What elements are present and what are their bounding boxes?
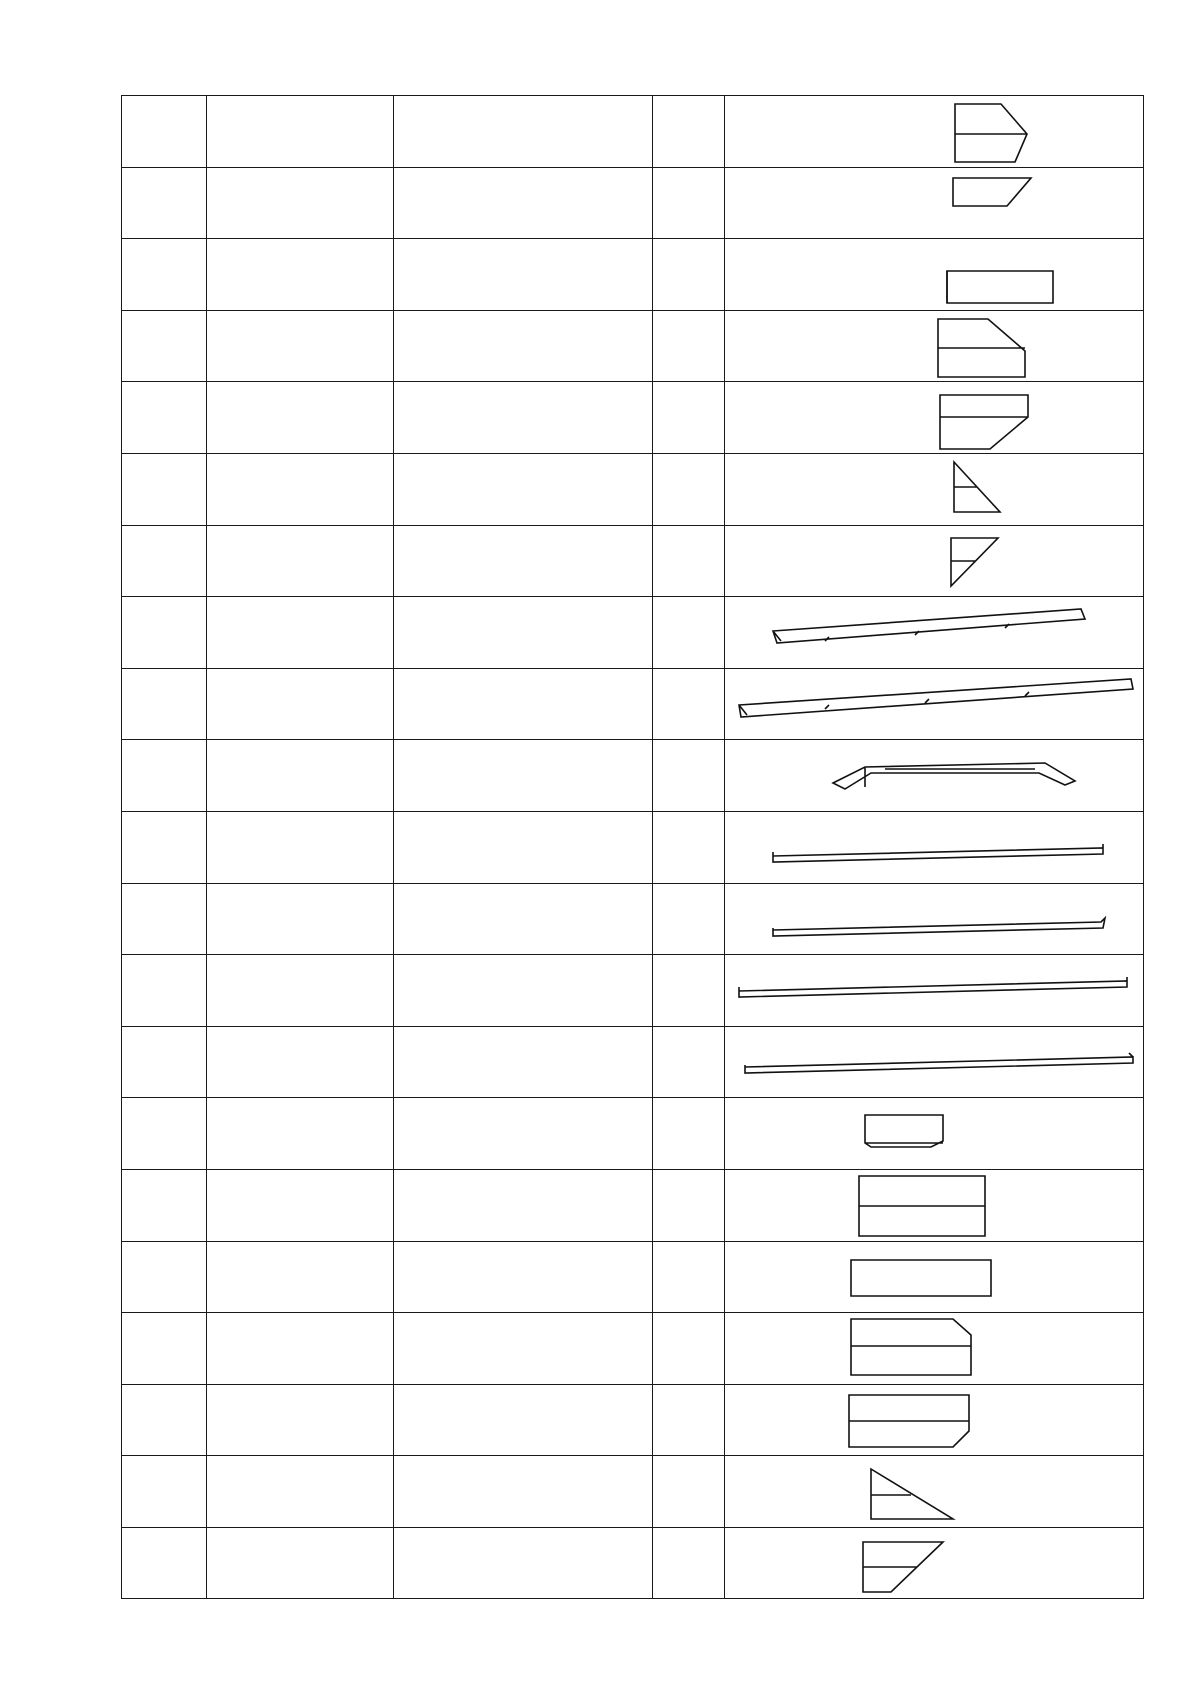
- illustration-cell: [725, 525, 1144, 597]
- illustration-cell: [725, 1384, 1144, 1456]
- table-row: [122, 1169, 1144, 1241]
- table-cell: [207, 453, 394, 525]
- table-cell: [394, 1527, 653, 1599]
- illustration-cell: [725, 811, 1144, 883]
- wide-triangle-gable-panel-icon: [725, 1457, 1143, 1527]
- table-cell: [122, 167, 207, 239]
- table-cell: [207, 811, 394, 883]
- illustration-cell: [725, 1169, 1144, 1241]
- table-cell: [122, 239, 207, 311]
- table-cell: [122, 1026, 207, 1098]
- long-floor-rail-variant-icon: [725, 1027, 1143, 1097]
- table-cell: [207, 1456, 394, 1528]
- table-row: [122, 1026, 1144, 1098]
- table-cell: [207, 1169, 394, 1241]
- ridge-beam-bracket-icon: [725, 741, 1143, 811]
- table-cell: [122, 955, 207, 1027]
- table-row: [122, 811, 1144, 883]
- table-cell: [122, 1313, 207, 1385]
- table-cell: [653, 382, 725, 454]
- table-cell: [207, 1026, 394, 1098]
- illustration-cell: [725, 955, 1144, 1027]
- table-row: [122, 883, 1144, 955]
- table-cell: [394, 1313, 653, 1385]
- table-cell: [207, 1241, 394, 1313]
- rectangular-panel-icon: [725, 239, 1143, 309]
- table-cell: [394, 883, 653, 955]
- illustration-cell: [725, 382, 1144, 454]
- table-row: [122, 1313, 1144, 1385]
- double-panel-gable-inverted-icon: [725, 383, 1143, 453]
- table-cell: [122, 96, 207, 168]
- table-cell: [394, 597, 653, 669]
- table-cell: [207, 883, 394, 955]
- table-row: [122, 740, 1144, 812]
- table-cell: [653, 1527, 725, 1599]
- table-cell: [653, 96, 725, 168]
- table-cell: [207, 955, 394, 1027]
- illustration-cell: [725, 1527, 1144, 1599]
- illustration-cell: [725, 668, 1144, 740]
- table-row: [122, 1241, 1144, 1313]
- table-cell: [207, 310, 394, 382]
- table-cell: [394, 811, 653, 883]
- table-row: [122, 668, 1144, 740]
- table-cell: [207, 167, 394, 239]
- table-row: [122, 1456, 1144, 1528]
- table-cell: [394, 1384, 653, 1456]
- double-panel-gable-icon: [725, 311, 1143, 381]
- table-cell: [122, 883, 207, 955]
- table-cell: [394, 453, 653, 525]
- floor-rail-icon: [725, 812, 1143, 882]
- illustration-cell: [725, 239, 1144, 311]
- short-panel-angled-icon: [725, 168, 1143, 238]
- illustration-cell: [725, 1241, 1144, 1313]
- table-cell: [653, 453, 725, 525]
- illustration-cell: [725, 1026, 1144, 1098]
- long-floor-rail-icon: [725, 955, 1143, 1025]
- table-cell: [207, 239, 394, 311]
- table-cell: [207, 382, 394, 454]
- table-cell: [122, 310, 207, 382]
- table-cell: [122, 740, 207, 812]
- table-cell: [122, 811, 207, 883]
- table-cell: [122, 1527, 207, 1599]
- table-cell: [122, 1456, 207, 1528]
- table-cell: [653, 1456, 725, 1528]
- table-cell: [122, 1098, 207, 1170]
- double-panel-angled-right-icon: [725, 96, 1143, 166]
- table-row: [122, 96, 1144, 168]
- table-cell: [394, 310, 653, 382]
- table-cell: [394, 1026, 653, 1098]
- wide-double-panel-icon: [725, 1170, 1143, 1240]
- parts-table: [121, 95, 1144, 1599]
- table-cell: [394, 1169, 653, 1241]
- table-cell: [122, 453, 207, 525]
- table-cell: [653, 239, 725, 311]
- table-cell: [653, 1026, 725, 1098]
- table-cell: [394, 525, 653, 597]
- table-row: [122, 955, 1144, 1027]
- table-cell: [207, 668, 394, 740]
- parts-table-body: [122, 96, 1144, 1599]
- table-cell: [653, 883, 725, 955]
- illustration-cell: [725, 1313, 1144, 1385]
- extra-long-roof-rail-icon: [725, 669, 1143, 739]
- illustration-cell: [725, 167, 1144, 239]
- illustration-cell: [725, 310, 1144, 382]
- illustration-cell: [725, 453, 1144, 525]
- table-cell: [394, 96, 653, 168]
- long-roof-rail-icon: [725, 597, 1143, 667]
- illustration-cell: [725, 740, 1144, 812]
- table-cell: [122, 1384, 207, 1456]
- table-cell: [653, 1098, 725, 1170]
- table-cell: [207, 1313, 394, 1385]
- table-cell: [653, 1384, 725, 1456]
- illustration-cell: [725, 96, 1144, 168]
- table-cell: [122, 525, 207, 597]
- table-cell: [394, 1456, 653, 1528]
- table-cell: [207, 597, 394, 669]
- illustration-cell: [725, 883, 1144, 955]
- wide-double-gable-panel-inverted-icon: [725, 1385, 1143, 1455]
- table-cell: [394, 1241, 653, 1313]
- table-row: [122, 1527, 1144, 1599]
- table-cell: [122, 1169, 207, 1241]
- table-row: [122, 1384, 1144, 1456]
- table-row: [122, 1098, 1144, 1170]
- table-cell: [122, 382, 207, 454]
- illustration-cell: [725, 1456, 1144, 1528]
- triangle-gable-panel-icon: [725, 454, 1143, 524]
- table-cell: [653, 740, 725, 812]
- table-cell: [122, 597, 207, 669]
- floor-rail-variant-icon: [725, 884, 1143, 954]
- table-cell: [394, 668, 653, 740]
- illustration-cell: [725, 1098, 1144, 1170]
- table-row: [122, 167, 1144, 239]
- table-cell: [207, 1098, 394, 1170]
- triangle-gable-panel-inverted-icon: [725, 526, 1143, 596]
- table-row: [122, 453, 1144, 525]
- table-cell: [653, 1241, 725, 1313]
- table-cell: [653, 1313, 725, 1385]
- table-cell: [394, 955, 653, 1027]
- door-header-plate-icon: [725, 1099, 1143, 1169]
- table-cell: [653, 811, 725, 883]
- wide-double-gable-panel-icon: [725, 1313, 1143, 1383]
- table-cell: [653, 668, 725, 740]
- table-cell: [207, 525, 394, 597]
- wide-triangle-gable-panel-inverted-icon: [725, 1528, 1143, 1598]
- table-cell: [653, 1169, 725, 1241]
- table-row: [122, 597, 1144, 669]
- table-cell: [207, 1527, 394, 1599]
- table-row: [122, 382, 1144, 454]
- table-row: [122, 310, 1144, 382]
- table-cell: [122, 668, 207, 740]
- table-row: [122, 239, 1144, 311]
- table-cell: [653, 525, 725, 597]
- wide-single-panel-icon: [725, 1242, 1143, 1312]
- table-cell: [122, 1241, 207, 1313]
- table-cell: [653, 167, 725, 239]
- table-cell: [394, 382, 653, 454]
- table-cell: [653, 310, 725, 382]
- table-cell: [207, 740, 394, 812]
- table-cell: [394, 1098, 653, 1170]
- table-cell: [207, 1384, 394, 1456]
- table-cell: [653, 955, 725, 1027]
- illustration-cell: [725, 597, 1144, 669]
- table-cell: [653, 597, 725, 669]
- table-row: [122, 525, 1144, 597]
- table-cell: [394, 740, 653, 812]
- table-cell: [207, 96, 394, 168]
- table-cell: [394, 167, 653, 239]
- table-cell: [394, 239, 653, 311]
